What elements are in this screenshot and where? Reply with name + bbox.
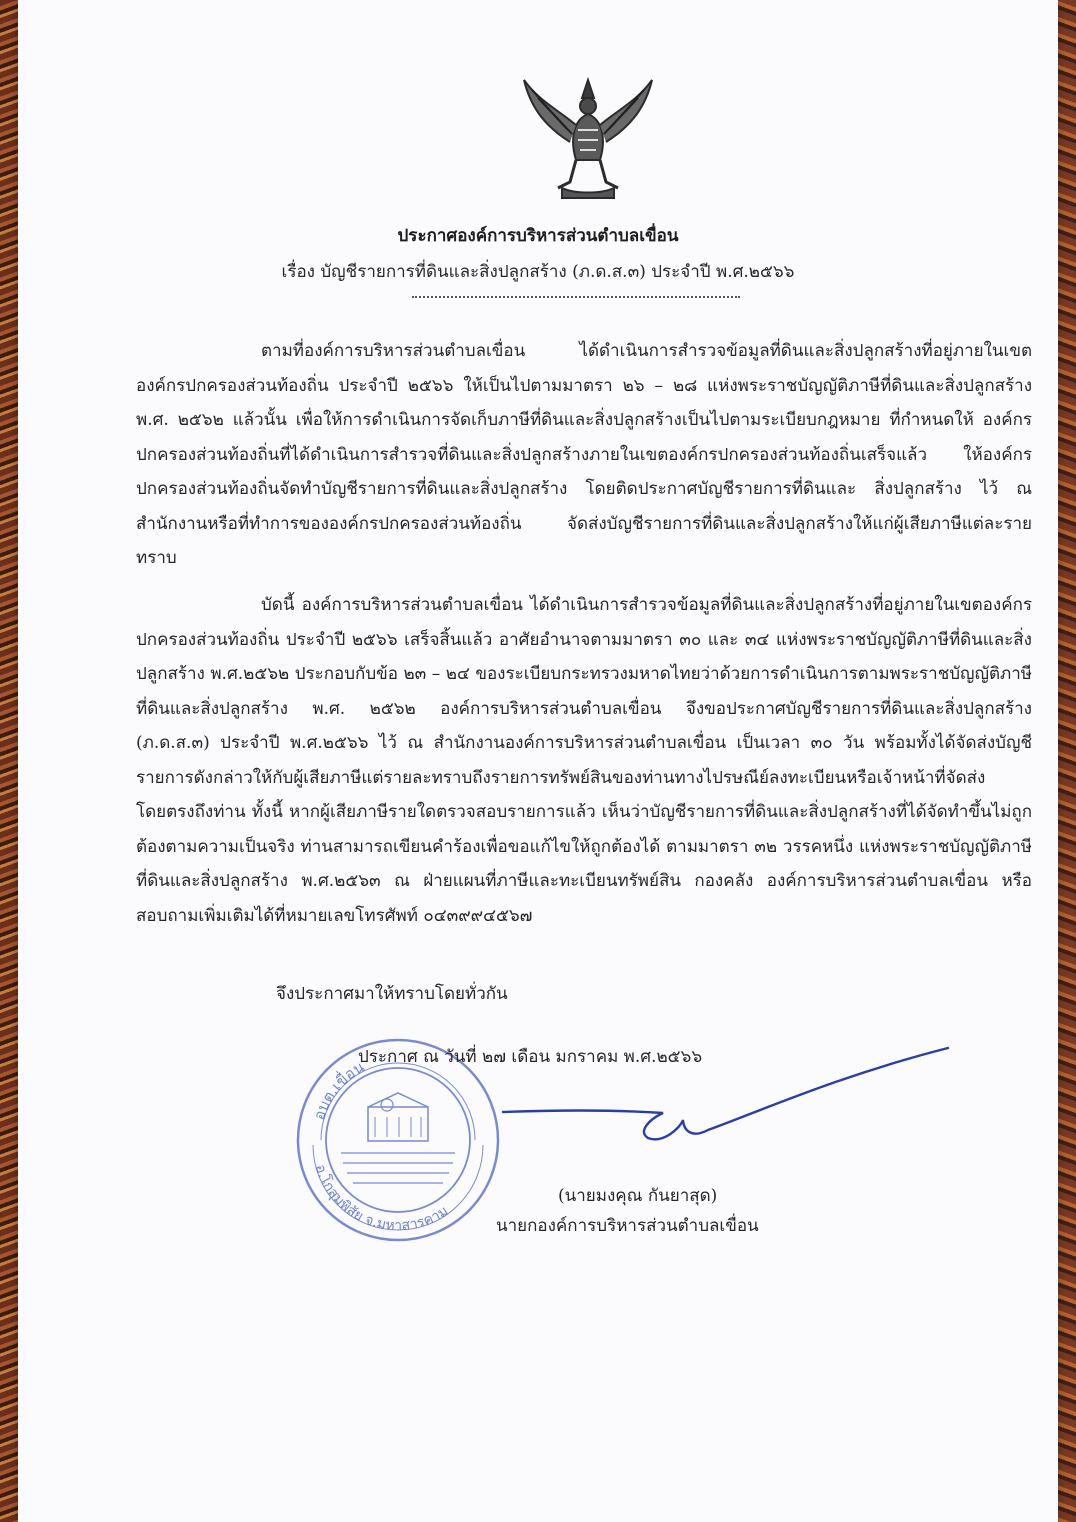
svg-text:อ.โกสุมพิสัย จ.มหาสารคาม: อ.โกสุมพิสัย จ.มหาสารคาม bbox=[311, 1162, 452, 1235]
svg-text:อบต.เขื่อน: อบต.เขื่อน bbox=[309, 1057, 368, 1123]
garuda-emblem-icon bbox=[518, 70, 658, 205]
document-sheet bbox=[18, 0, 1058, 1522]
closing-line: จึงประกาศมาให้ทราบโดยทั่วกัน bbox=[276, 984, 508, 1004]
signer-title: นายกองค์การบริหารส่วนตำบลเขื่อน bbox=[496, 1216, 759, 1236]
document-subject: เรื่อง บัญชีรายการที่ดินและสิ่งปลูกสร้าง (ภ.ด.ส.๓) ประจำปี พ.ศ.๒๕๖๖ bbox=[281, 262, 795, 282]
signature-mark bbox=[498, 1040, 978, 1150]
announcement-date: ประกาศ ณ วันที่ ๒๗ เดือน มกราคม พ.ศ.๒๕๖๖ bbox=[358, 1047, 703, 1067]
paragraph-1: ตามที่องค์การบริหารส่วนตำบลเขื่อน ได้ดำเนินการสำรวจข้อมูลที่ดินและสิ่งปลูกสร้างที่อยู่ภายในเขตองค์กรปกครองส่วนท้องถิ่น ประจำปี ๒๕๖๖ ให้เป็นไปตามมาตรา ๒๖ – ๒๘ แห่งพระราชบัญญัติภาษีที่ดินและสิ่งปลูกสร้าง พ.ศ. ๒๕๖๒ แล้วนั้น เพื่อให้การดำเนินการจัดเก็บภาษีที่ดินและสิ่งปลูกสร้างเป็นไปตามระเบียบกฎหมาย ที่กำหนดให้ องค์กรปกครองส่วนท้องถิ่นที่ได้ดำเนินการสำรวจที่ดินและสิ่งปลูกสร้างภายในเขตองค์กรปกครองส่วนท้องถิ่นเสร็จแล้ว ให้องค์กรปกครองส่วนท้องถิ่นจัดทำบัญชีรายการที่ดินและสิ่งปลูกสร้าง โดยติดประกาศบัญชีรายการที่ดินและ สิ่งปลูกสร้าง ไว้ ณ สำนักงานหรือที่ทำการขององค์กรปกครองส่วนท้องถิ่น จัดส่งบัญชีรายการที่ดินและสิ่งปลูกสร้างให้แก่ผู้เสียภาษีแต่ละรายทราบ bbox=[136, 341, 1032, 568]
title-divider bbox=[412, 296, 740, 298]
paragraph-2: บัดนี้ องค์การบริหารส่วนตำบลเขื่อน ได้ดำเนินการสำรวจข้อมูลที่ดินและสิ่งปลูกสร้างที่อยู่ภายในเขตองค์กรปกครองส่วนท้องถิ่น ประจำปี ๒๕๖๖ เสร็จสิ้นแล้ว อาศัยอำนาจตามมาตรา ๓๐ และ ๓๔ แห่งพระราชบัญญัติภาษีที่ดินและสิ่งปลูกสร้าง พ.ศ.๒๕๖๒ ประกอบกับข้อ ๒๓ – ๒๔ ของระเบียบกระทรวงมหาดไทยว่าด้วยการดำเนินการตามพระราชบัญญัติภาษีที่ดินและสิ่งปลูกสร้าง พ.ศ. ๒๕๖๒ องค์การบริหารส่วนตำบลเขื่อน จึงขอประกาศบัญชีรายการที่ดินและสิ่งปลูกสร้าง (ภ.ด.ส.๓) ประจำปี พ.ศ.๒๕๖๖ ไว้ ณ สำนักงานองค์การบริหารส่วนตำบลเขื่อน เป็นเวลา ๓๐ วัน พร้อมทั้งได้จัดส่งบัญชีรายการดังกล่าวให้กับผู้เสียภาษีแต่รายละทราบถึงรายการทรัพย์สินของท่านทางไปรษณีย์ลงทะเบียนหรือเจ้าหน้าที่จัดส่งโดยตรงถึงท่าน ทั้งนี้ หากผู้เสียภาษีรายใดตรวจสอบรายการแล้ว เห็นว่าบัญชีรายการที่ดินและสิ่งปลูกสร้างที่ได้จัดทำขึ้นไม่ถูกต้องตามความเป็นจริง ท่านสามารถเขียนคำร้องเพื่อขอแก้ไขให้ถูกต้องได้ ตามมาตรา ๓๒ วรรคหนึ่ง แห่งพระราชบัญญัติภาษีที่ดินและสิ่งปลูกสร้าง พ.ศ.๒๕๖๓ ณ ฝ่ายแผนที่ภาษีและทะเบียนทรัพย์สิน กองคลัง องค์การบริหารส่วนตำบลเขื่อน หรือสอบถามเพิ่มเติมได้ที่หมายเลขโทรศัพท์ ๐๔๓๙๙๔๕๖๗ bbox=[136, 595, 1032, 926]
signer-name: (นายมงคุณ กันยาสุด) bbox=[558, 1186, 718, 1206]
document-title: ประกาศองค์การบริหารส่วนตำบลเขื่อน bbox=[397, 226, 679, 246]
